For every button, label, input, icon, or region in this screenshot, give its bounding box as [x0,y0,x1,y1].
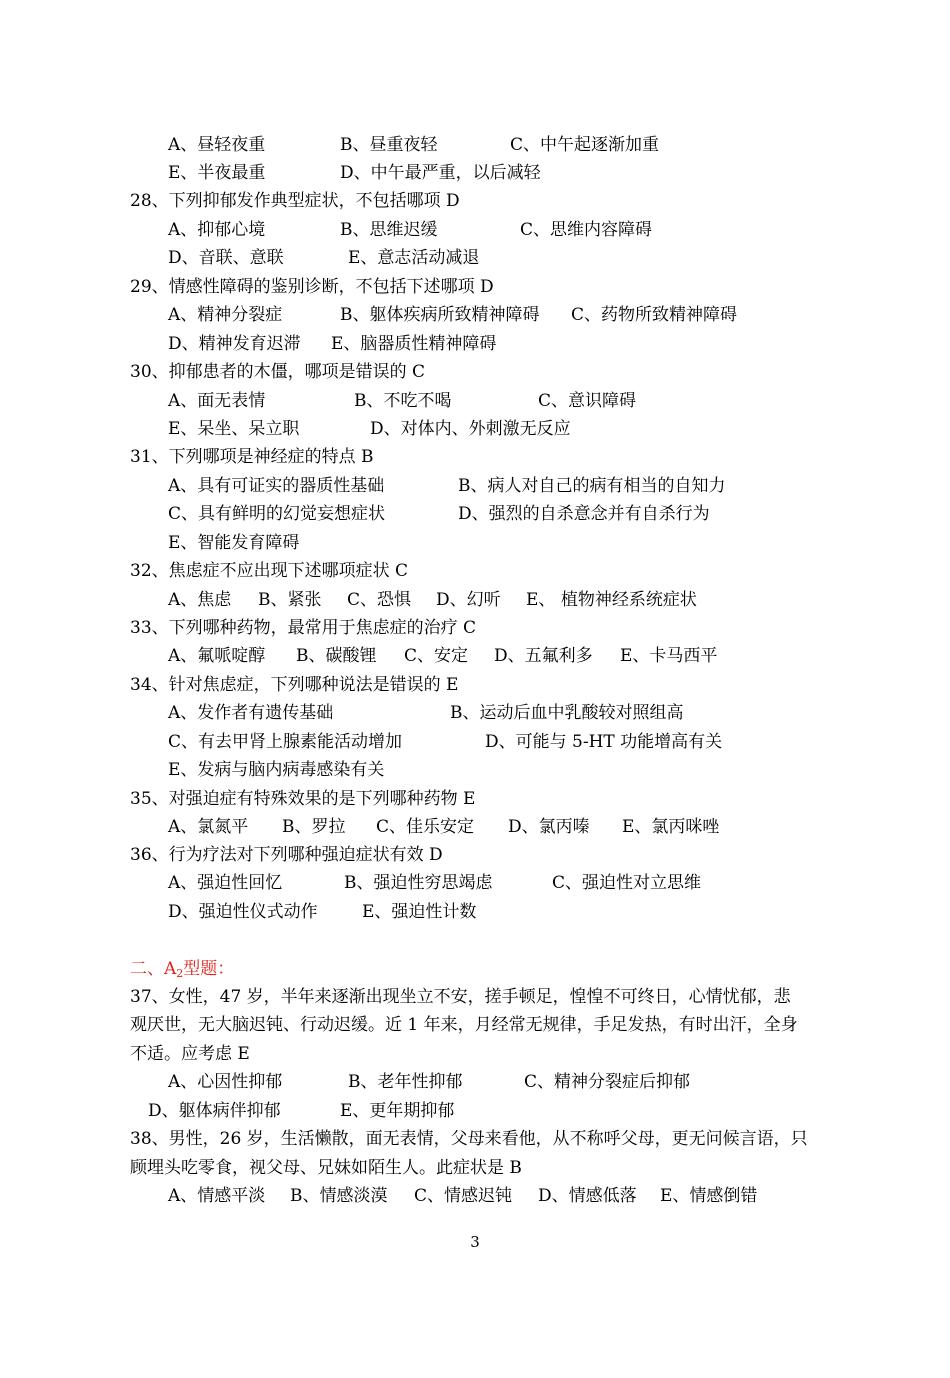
option-c: C、安定 [404,646,469,666]
options-row [168,813,720,841]
options-row [168,500,710,528]
options-row [168,756,385,784]
option-d: D、可能与 5-HT 功能增高有关 [485,732,723,752]
option-a: A、昼轻夜重 [168,135,266,155]
option-d: D、强烈的自杀意念并有自杀行为 [458,504,710,524]
question-30: 30、抑郁患者的木僵，哪项是错误的 C [130,362,426,382]
options-row [168,642,718,670]
option-e: E、意志活动减退 [348,248,480,268]
question-33: 33、下列哪种药物，最常用于焦虑症的治疗 C [130,618,477,638]
option-b: B、病人对自己的病有相当的自知力 [458,476,726,496]
question-31: 31、下列哪项是神经症的特点 B [130,447,374,467]
option-d: D、情感低落 [538,1186,637,1206]
option-c: C、中午起逐渐加重 [510,135,660,155]
option-d: D、强迫性仪式动作 [168,902,318,922]
option-b: B、情感淡漠 [290,1186,388,1206]
option-b: B、碳酸锂 [296,646,377,666]
options-row [168,472,726,500]
option-a: A、情感平淡 [168,1186,266,1206]
section-suffix: 型题： [183,959,235,979]
option-d: D、躯体病伴抑郁 [148,1101,281,1121]
question-37-line: 不适。应考虑 E [130,1044,250,1064]
option-a: A、发作者有遗传基础 [168,703,334,723]
option-d: D、五氟利多 [494,646,593,666]
question-28: 28、下列抑郁发作典型症状，不包括哪项 D [130,191,460,211]
question-37-line: 37、女性，47 岁，半年来逐渐出现坐立不安，搓手顿足，惶惶不可终日，心情忧郁，悲 [130,987,791,1007]
options-row [168,159,541,187]
question-29: 29、情感性障碍的鉴别诊断，不包括下述哪项 D [130,277,494,297]
option-c: C、精神分裂症后抑郁 [524,1072,691,1092]
option-e: E、智能发育障碍 [168,533,300,553]
option-b: B、强迫性穷思竭虑 [344,873,493,893]
option-b: B、老年性抑郁 [348,1072,463,1092]
options-row [168,1182,758,1210]
option-c: C、药物所致精神障碍 [571,305,738,325]
options-row [168,330,497,358]
options-row [168,699,684,727]
options-row [168,415,571,443]
option-b: B、罗拉 [282,817,346,837]
option-e: E、氯丙咪唑 [622,817,720,837]
option-a: A、精神分裂症 [168,305,283,325]
option-d: D、氯丙嗪 [508,817,590,837]
option-a: A、氟哌啶醇 [168,646,266,666]
option-c: C、有去甲肾上腺素能活动增加 [168,732,403,752]
options-row [168,1068,691,1096]
question-36: 36、行为疗法对下列哪种强迫症状有效 D [130,845,443,865]
option-a: A、氯氮平 [168,817,249,837]
option-c: C、情感迟钝 [414,1186,513,1206]
option-b: B、昼重夜轻 [340,135,438,155]
option-b: B、紧张 [258,590,322,610]
option-e: E、脑器质性精神障碍 [331,334,497,354]
option-b: B、躯体疾病所致精神障碍 [340,305,540,325]
options-row [168,898,477,926]
option-e: E、强迫性计数 [362,902,477,922]
option-c: C、意识障碍 [538,391,637,411]
option-e: E、发病与脑内病毒感染有关 [168,760,385,780]
option-a: A、焦虑 [168,590,232,610]
option-d: D、幻听 [436,590,501,610]
question-32: 32、焦虑症不应出现下述哪项症状 C [130,561,409,581]
option-c: C、思维内容障碍 [520,220,653,240]
options-row [168,301,738,329]
option-e: E、更年期抑郁 [340,1101,455,1121]
option-b: B、不吃不喝 [354,391,452,411]
option-c: C、恐惧 [347,590,412,610]
option-c: C、强迫性对立思维 [552,873,702,893]
option-a: A、强迫性回忆 [168,873,283,893]
section-subscript: 2 [176,967,184,980]
option-d: D、对体内、外刺激无反应 [370,419,571,439]
option-d: D、精神发育迟滞 [168,334,301,354]
option-e: E、情感倒错 [660,1186,758,1206]
options-row [168,728,723,756]
question-38-line: 38、男性，26 岁，生活懒散，面无表情，父母来看他，从不称呼父母，更无问候言语，只 [130,1129,808,1149]
options-row [168,216,653,244]
question-38-line: 顾埋头吃零食，视父母、兄妹如陌生人。此症状是 B [130,1158,522,1178]
question-34: 34、针对焦虑症，下列哪种说法是错误的 E [130,675,459,695]
options-row [168,586,697,614]
option-c: C、佳乐安定 [376,817,475,837]
section-heading [130,955,234,983]
options-row [168,529,300,557]
question-35: 35、对强迫症有特殊效果的是下列哪种药物 E [130,789,476,809]
page-number: 3 [470,1233,480,1251]
options-row [168,387,637,415]
option-a: A、面无表情 [168,391,266,411]
option-d: D、中午最严重，以后减轻 [340,163,541,183]
options-row [168,869,702,897]
options-row [168,244,480,272]
option-d: D、音联、意联 [168,248,284,268]
option-c: C、具有鲜明的幻觉妄想症状 [168,504,386,524]
options-row [148,1097,455,1125]
option-b: B、运动后血中乳酸较对照组高 [450,703,684,723]
option-a: A、抑郁心境 [168,220,266,240]
option-e: E、卡马西平 [620,646,718,666]
option-e: E、半夜最重 [168,163,266,183]
options-row [168,131,660,159]
question-37-line: 观厌世，无大脑迟钝、行动迟缓。近 1 年来，月经常无规律，手足发热，有时出汗，全身 [130,1015,798,1035]
option-e: E、 植物神经系统症状 [526,590,697,610]
option-e: E、呆坐、呆立职 [168,419,300,439]
option-b: B、思维迟缓 [340,220,438,240]
option-a: A、具有可证实的器质性基础 [168,476,385,496]
section-prefix: 二、A [130,959,177,979]
option-a: A、心因性抑郁 [168,1072,283,1092]
